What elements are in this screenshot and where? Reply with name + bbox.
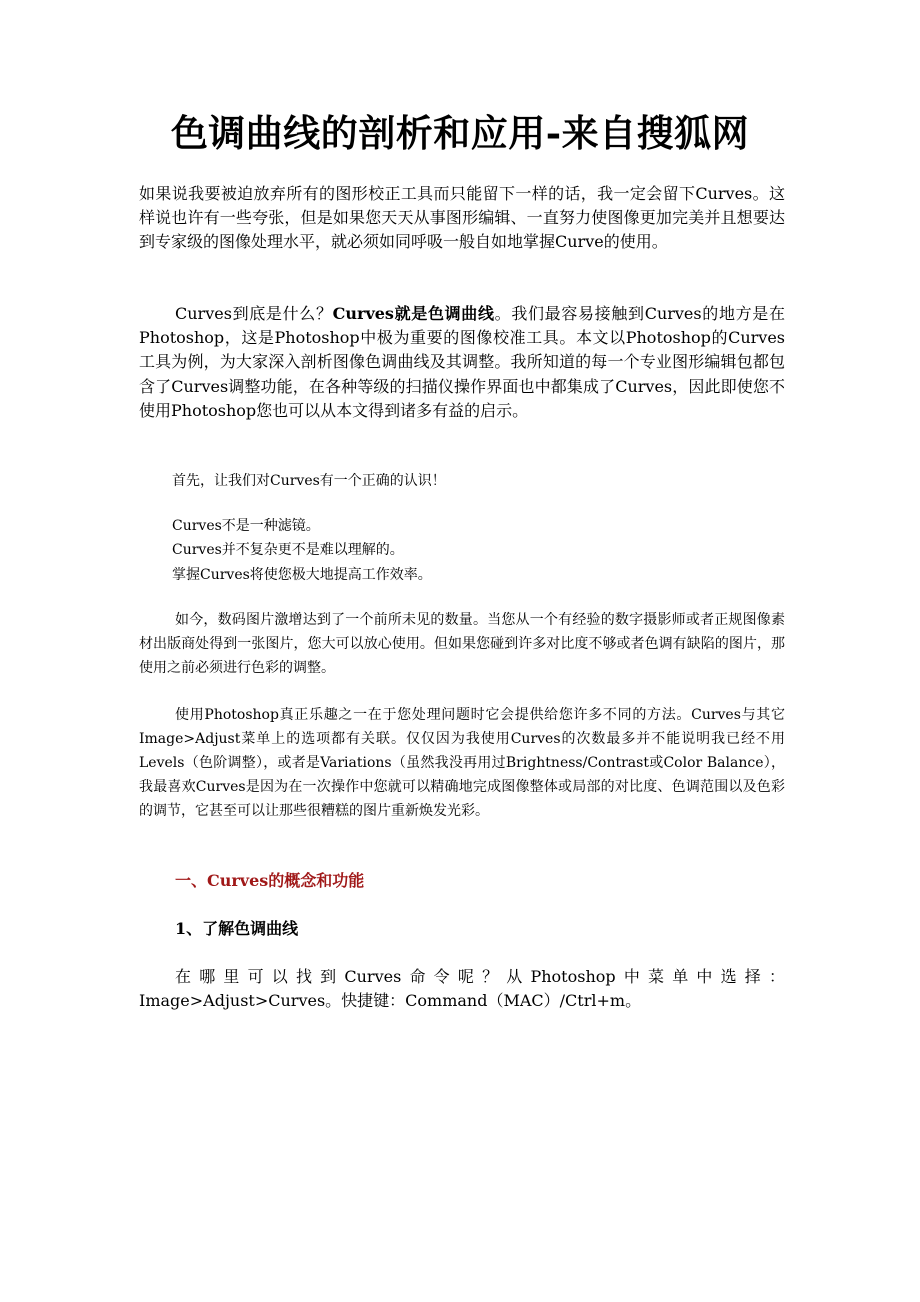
list-item: 掌握Curves将使您极大地提高工作效率。 bbox=[172, 567, 432, 583]
photoshop-fun-paragraph: 使用Photoshop真正乐趣之一在于您处理问题时它会提供给您许多不同的方法。Curves与其它Image>Adjust菜单上的选项都有关联。仅仅因为我使用Curves的次数最多并不能说明我已经不用Levels（色阶调整），或者是Variations（虽然我没再用过Brightness/Contrast或Color Balance），我最喜欢Curves是因为在一次操作中您就可以精确地完成图像整体或局部的对比度、色调范围以及色彩的调节，它甚至可以让那些很糟糕的图片重新焕发光彩。 bbox=[139, 707, 785, 819]
curves-definition-bold: Curves就是色调曲线 bbox=[332, 304, 495, 323]
curves-definition-paragraph bbox=[139, 302, 785, 423]
curves-definition-rest: 。我们最容易接触到Curves的地方是在Photoshop，这是Photoshop中极为重要的图像校准工具。本文以Photoshop的Curves工具为例，为大家深入剖析图像色调曲线及其调整。我所知道的每一个专业图形编辑包都包含了Curves调整功能，在各种等级的扫描仪操作界面也中都集成了Curves，因此即使您不使用Photoshop您也可以从本文得到诸多有益的启示。 bbox=[139, 304, 785, 420]
section-heading: 一、Curves的概念和功能 bbox=[175, 871, 365, 890]
list-item: Curves并不复杂更不是难以理解的。 bbox=[172, 542, 404, 558]
digital-photos-paragraph: 如今，数码图片激增达到了一个前所未见的数量。当您从一个有经验的数字摄影师或者正规图像素材出版商处得到一张图片，您大可以放心使用。但如果您碰到许多对比度不够或者色调有缺陷的图片，那使用之前必须进行色彩的调整。 bbox=[139, 612, 785, 676]
find-curves-paragraph: 在哪里可以找到Curves命令呢？从Photoshop中菜单中选择：Image>Adjust>Curves。快捷键：Command（MAC）/Ctrl+m。 bbox=[139, 967, 785, 1011]
document-title: 色调曲线的剖析和应用-来自搜狐网 bbox=[170, 111, 750, 155]
curves-definition-lead: Curves到底是什么？ bbox=[175, 304, 333, 323]
list-item: Curves不是一种滤镜。 bbox=[172, 518, 320, 534]
subsection-heading: 1、了解色调曲线 bbox=[175, 919, 299, 938]
intro-paragraph: 如果说我要被迫放弃所有的图形校正工具而只能留下一样的话，我一定会留下Curves。这样说也许有一些夸张，但是如果您天天从事图形编辑、一直努力使图像更加完美并且想要达到专家级的图像处理水平，就必须如同呼吸一般自如地掌握Curve的使用。 bbox=[139, 184, 785, 252]
correct-understanding-line: 首先，让我们对Curves有一个正确的认识！ bbox=[172, 473, 446, 489]
